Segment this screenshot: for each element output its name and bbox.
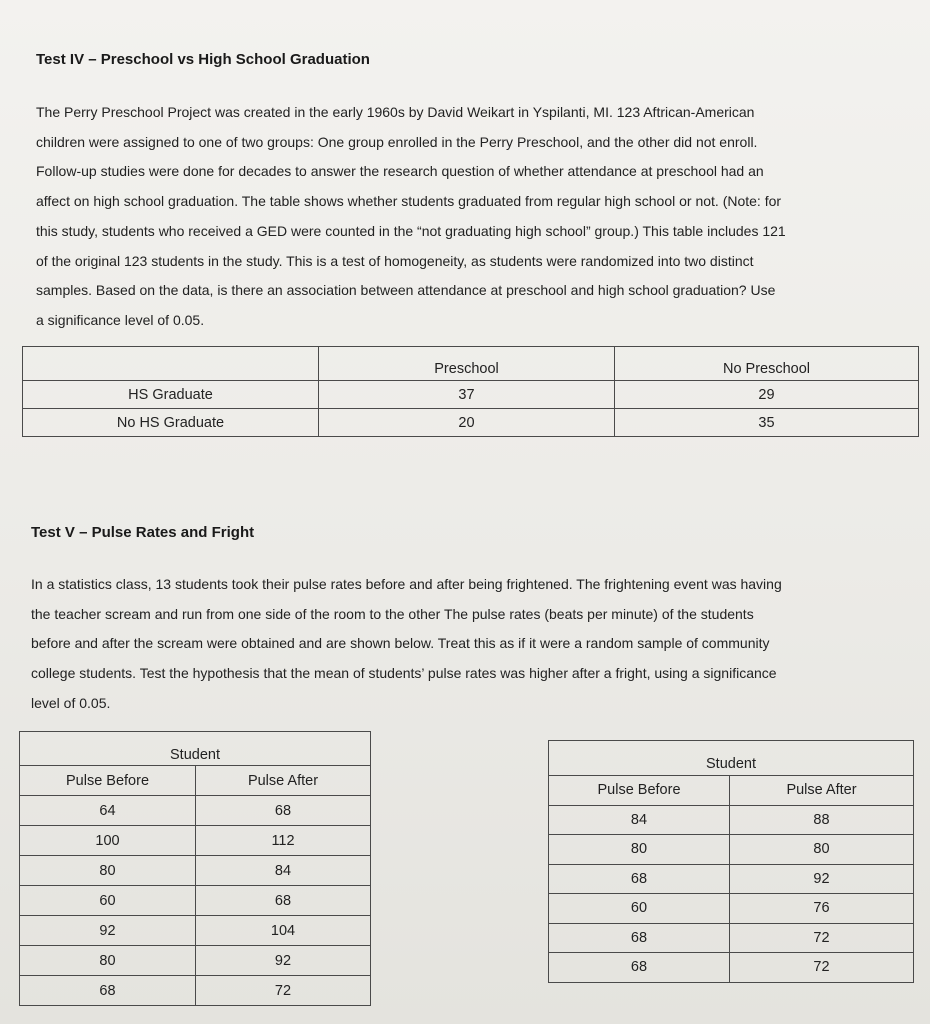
table-row: [549, 864, 914, 894]
table-cell: 84: [549, 805, 730, 835]
test5-paragraph: [31, 570, 916, 719]
paragraph-line: children were assigned to one of two groups: One group enrolled in the Perry Preschool, and the other did not enroll.: [36, 133, 758, 150]
table-cell: 84: [196, 856, 371, 886]
table-header-cell: Preschool: [319, 347, 615, 381]
table-row: [549, 894, 914, 924]
table-cell: 64: [20, 796, 196, 826]
table-cell: 92: [20, 916, 196, 946]
table-cell: 76: [730, 894, 914, 924]
paragraph-line: Follow-up studies were done for decades to answer the research question of whether attendance at preschool had an: [36, 163, 764, 180]
paragraph-line: The Perry Preschool Project was created in the early 1960s by David Weikart in Yspilanti, MI. 123 Aftrican-American: [36, 104, 755, 120]
test5-title: Test V – Pulse Rates and Fright: [31, 524, 255, 541]
table-cell: 68: [549, 953, 730, 983]
table-header-row: [23, 347, 919, 381]
table-row: [549, 835, 914, 865]
table-cell: 80: [20, 946, 196, 976]
table-cell: 68: [196, 886, 371, 916]
paragraph-line: affect on high school graduation. The table shows whether students graduated from regular high school or not. (Note: for: [36, 193, 782, 210]
pulse-table-right: [548, 740, 914, 983]
table-row: [20, 946, 371, 976]
table-header-cell: No Preschool: [615, 347, 919, 381]
table-header-cell: Pulse Before: [20, 766, 196, 796]
table-cell: 29: [615, 381, 919, 409]
table-cell: 68: [549, 864, 730, 894]
table-cell: 72: [730, 953, 914, 983]
paragraph-line: In a statistics class, 13 students took their pulse rates before and after being frightened. The frightening event was having: [31, 576, 782, 592]
table-header-cell: Pulse After: [196, 766, 371, 796]
table-row: [23, 409, 919, 437]
table-cell: 80: [20, 856, 196, 886]
paragraph-line: before and after the scream were obtained and are shown below. Treat this as if it were a random sample of community: [31, 635, 770, 652]
paragraph-line: college students. Test the hypothesis that the mean of students’ pulse rates was higher after a fright, using a significance: [31, 665, 777, 682]
table-cell: 68: [196, 796, 371, 826]
paragraph-line: a significance level of 0.05.: [36, 311, 205, 328]
table-row: [20, 856, 371, 886]
table-header-cell: Pulse After: [730, 776, 914, 806]
table-cell: 88: [730, 805, 914, 835]
paragraph-line: samples. Based on the data, is there an association between attendance at preschool and high school graduation? Use: [36, 282, 776, 299]
table-cell: 20: [319, 409, 615, 437]
table-group-label: Student: [549, 741, 914, 776]
paragraph-line: of the original 123 students in the study. This is a test of homogeneity, as students were randomized into two distinct: [36, 252, 754, 269]
table-row: [549, 923, 914, 953]
table-cell: 92: [730, 864, 914, 894]
table-group-label: Student: [20, 732, 371, 766]
paragraph-line: level of 0.05.: [31, 694, 111, 711]
table-cell: No HS Graduate: [23, 409, 319, 437]
table-cell: 37: [319, 381, 615, 409]
table-row: [20, 976, 371, 1006]
table-group-row: [549, 741, 914, 776]
table-cell: 104: [196, 916, 371, 946]
table-row: [549, 805, 914, 835]
graduation-table: [22, 346, 919, 437]
table-cell: 80: [549, 835, 730, 865]
table-cell: 72: [730, 923, 914, 953]
table-header-row: [20, 766, 371, 796]
table-cell: HS Graduate: [23, 381, 319, 409]
table-header-row: [549, 776, 914, 806]
test4-title: Test IV – Preschool vs High School Graduation: [36, 51, 370, 68]
table-header-cell: Pulse Before: [549, 776, 730, 806]
table-cell: 35: [615, 409, 919, 437]
table-cell: 112: [196, 826, 371, 856]
paragraph-line: the teacher scream and run from one side of the room to the other The pulse rates (beats per minute) of the students: [31, 605, 754, 622]
table-cell: 80: [730, 835, 914, 865]
table-row: [20, 796, 371, 826]
table-group-row: [20, 732, 371, 766]
table-cell: 92: [196, 946, 371, 976]
table-row: [20, 916, 371, 946]
table-cell: 68: [20, 976, 196, 1006]
table-cell: 60: [20, 886, 196, 916]
table-header-cell: [23, 347, 319, 381]
table-cell: 68: [549, 923, 730, 953]
table-cell: 60: [549, 894, 730, 924]
paragraph-line: this study, students who received a GED were counted in the “not graduating high school” group.) This table includes 121: [36, 222, 786, 239]
table-row: [549, 953, 914, 983]
table-row: [20, 886, 371, 916]
pulse-table-left: [19, 731, 371, 1006]
table-row: [20, 826, 371, 856]
table-cell: 100: [20, 826, 196, 856]
table-row: [23, 381, 919, 409]
test4-paragraph: [36, 98, 916, 336]
table-cell: 72: [196, 976, 371, 1006]
